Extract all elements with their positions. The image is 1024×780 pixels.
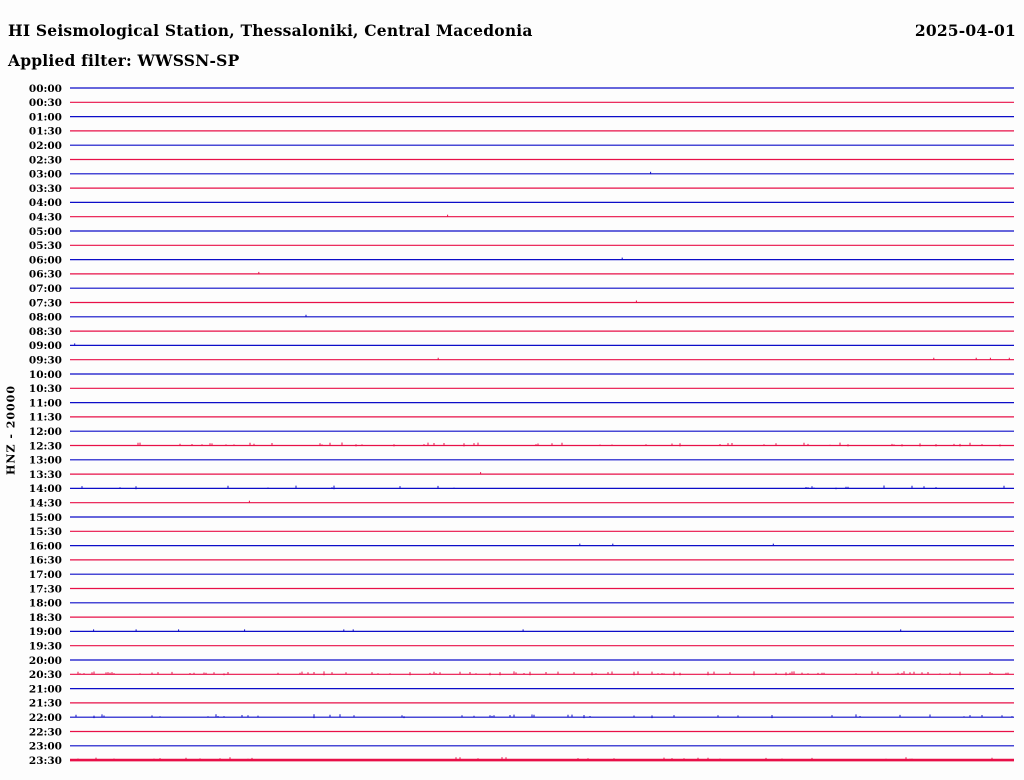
trace-time-label: 20:30: [28, 669, 62, 682]
trace-time-label: 15:00: [28, 511, 62, 524]
trace-time-label: 03:00: [28, 168, 62, 181]
trace-row: [29, 269, 1014, 281]
trace-row: [29, 540, 1014, 552]
trace-row: [29, 254, 1014, 266]
trace-time-label: 09:00: [28, 340, 62, 353]
trace-row: [29, 140, 1014, 152]
trace-time-label: 01:30: [28, 125, 62, 138]
trace-time-label: 14:30: [28, 497, 62, 510]
trace-time-label: 02:30: [28, 154, 62, 167]
trace-row: [29, 641, 1014, 653]
trace-row: [29, 726, 1014, 738]
trace-row: [29, 741, 1014, 753]
trace-row: [29, 498, 1014, 510]
page-title: HI Seismological Station, Thessaloniki, Central Macedonia: [8, 21, 533, 40]
trace-row: [29, 583, 1014, 595]
trace-time-label: 12:30: [28, 440, 62, 453]
trace-time-label: 17:30: [28, 583, 62, 596]
trace-row: [29, 212, 1014, 224]
trace-row: [29, 412, 1014, 424]
trace-row: [29, 469, 1014, 481]
trace-row: [29, 555, 1014, 567]
trace-row: [29, 240, 1014, 252]
trace-time-label: 18:30: [28, 611, 62, 624]
trace-time-label: 11:00: [28, 397, 62, 410]
trace-row: [29, 226, 1014, 238]
trace-row: [29, 655, 1014, 667]
trace-row: [29, 126, 1014, 138]
trace-time-label: 20:00: [28, 654, 62, 667]
trace-row: [29, 526, 1014, 538]
trace-time-label: 13:00: [28, 454, 62, 467]
trace-time-label: 13:30: [28, 468, 62, 481]
trace-time-label: 18:00: [28, 597, 62, 610]
trace-time-label: 17:00: [28, 569, 62, 581]
trace-row: [29, 626, 1014, 638]
trace-row: [29, 183, 1014, 195]
trace-time-label: 22:00: [28, 712, 62, 724]
trace-time-label: 21:30: [28, 697, 62, 710]
trace-time-label: 02:00: [28, 140, 62, 152]
trace-row: [29, 169, 1014, 181]
trace-time-label: 05:30: [28, 240, 62, 253]
trace-time-label: 10:30: [28, 383, 62, 396]
trace-row: [29, 512, 1014, 524]
trace-row: [29, 111, 1014, 123]
trace-row: [29, 312, 1014, 324]
trace-time-label: 19:30: [28, 640, 62, 653]
trace-time-label: 08:00: [28, 311, 62, 324]
trace-row: [29, 426, 1014, 438]
applied-filter-label: Applied filter: WWSSN-SP: [8, 51, 240, 70]
trace-time-label: 12:00: [28, 426, 62, 438]
trace-row: [29, 569, 1014, 581]
trace-time-label: 06:30: [28, 268, 62, 281]
trace-time-label: 04:00: [28, 197, 62, 210]
trace-row: [29, 698, 1014, 710]
trace-row: [29, 483, 1014, 495]
channel-gain-label: HNZ - 20000: [4, 385, 18, 475]
trace-time-label: 09:30: [28, 354, 62, 367]
trace-row: [29, 397, 1014, 409]
trace-row: [29, 197, 1014, 209]
trace-time-label: 08:30: [28, 325, 62, 338]
trace-row: [29, 83, 1014, 95]
trace-row: [29, 683, 1014, 695]
trace-row: [29, 297, 1014, 309]
trace-row: [29, 383, 1014, 395]
trace-row: [29, 154, 1014, 166]
trace-row: [29, 440, 1014, 452]
trace-row: [29, 598, 1014, 610]
trace-time-label: 10:00: [28, 368, 62, 381]
trace-time-label: 01:00: [28, 111, 62, 124]
trace-time-label: 03:30: [28, 182, 62, 195]
trace-time-label: 14:00: [28, 483, 62, 496]
trace-row: [29, 455, 1014, 467]
trace-row: [29, 755, 1014, 767]
trace-time-label: 23:00: [28, 740, 62, 753]
trace-time-label: 06:00: [28, 254, 62, 267]
trace-time-label: 23:30: [28, 754, 62, 767]
trace-time-label: 07:30: [28, 297, 62, 310]
trace-row: [29, 340, 1014, 352]
trace-time-label: 15:30: [28, 526, 62, 539]
trace-time-label: 16:30: [28, 554, 62, 567]
trace-row: [29, 97, 1014, 109]
trace-time-label: 16:00: [28, 540, 62, 553]
trace-row: [29, 283, 1014, 295]
header-date: 2025-04-01: [914, 21, 1016, 40]
trace-time-label: 21:00: [28, 683, 62, 696]
trace-time-label: 05:00: [28, 225, 62, 238]
trace-time-label: 00:30: [28, 97, 62, 110]
trace-row: [29, 712, 1014, 724]
trace-row: [29, 369, 1014, 381]
trace-row: [29, 612, 1014, 624]
trace-time-label: 19:00: [28, 626, 62, 639]
trace-time-label: 00:00: [28, 82, 62, 95]
trace-time-label: 07:00: [28, 283, 62, 295]
trace-row: [29, 326, 1014, 338]
trace-row: [29, 669, 1014, 681]
trace-time-label: 04:30: [28, 211, 62, 224]
trace-time-label: 11:30: [28, 411, 62, 424]
trace-row: [29, 355, 1014, 367]
trace-time-label: 22:30: [28, 726, 62, 739]
